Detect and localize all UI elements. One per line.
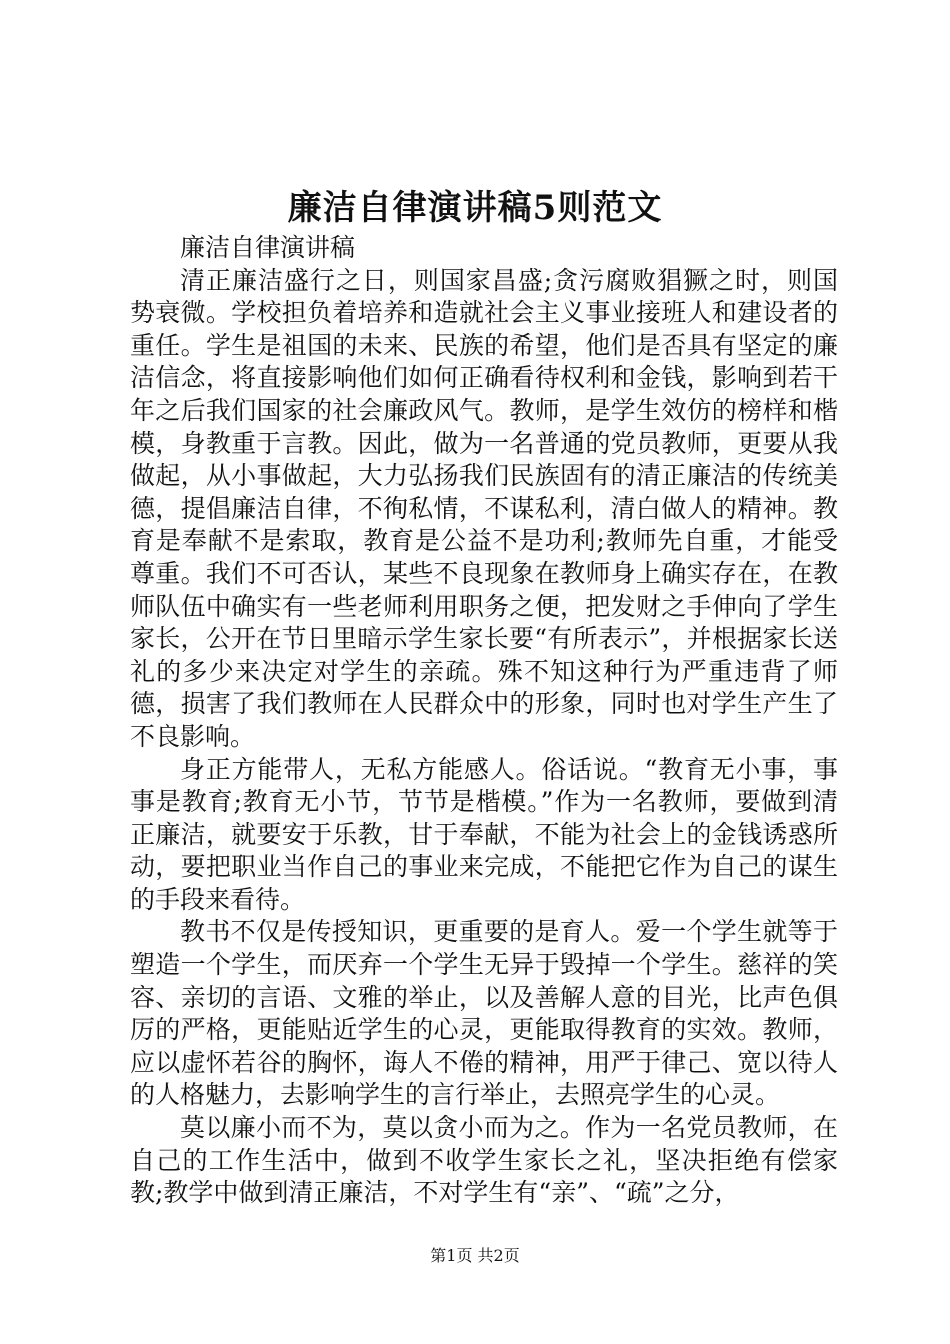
paragraph-subtitle: 廉洁自律演讲稿	[180, 233, 356, 262]
page-number-footer: 第1页 共2页	[430, 1246, 520, 1265]
paragraph: 清正廉洁盛行之日，则国家昌盛;贪污腐败猖獗之时，则国势衰微。学校担负着培养和造就社会主义事业接班人和建设者的重任。学生是祖国的未来、民族的希望，他们是否具有坚定的廉洁信念，将直接影响他们如何正确看待权利和金钱，影响到若干年之后我们国家的社会廉政风气。教师，是学生效仿的榜样和楷模，身教重于言教。因此，做为一名普通的党员教师，更要从我做起，从小事做起，大力弘扬我们民族固有的清正廉洁的传统美德，提倡廉洁自律，不徇私情，不谋私利，清白做人的精神。教育是奉献不是索取，教育是公益不是功利;教师先自重，才能受尊重。我们不可否认，某些不良现象在教师身上确实存在，在教师队伍中确实有一些老师利用职务之便，把发财之手伸向了学生家长，公开在节日里暗示学生家长要“有所表示”，并根据家长送礼的多少来决定对学生的亲疏。殊不知这种行为严重违背了师德，损害了我们教师在人民群众中的形象，同时也对学生产生了不良影响。	[130, 265, 838, 751]
paragraph: 教书不仅是传授知识，更重要的是育人。爱一个学生就等于塑造一个学生，而厌弃一个学生无异于毁掉一个学生。慈祥的笑容、亲切的言语、文雅的举止，以及善解人意的目光，比声色俱厉的严格，更能贴近学生的心灵，更能取得教育的实效。教师，应以虚怀若谷的胸怀，诲人不倦的精神，用严于律己、宽以待人的人格魅力，去影响学生的言行举止，去照亮学生的心灵。	[130, 917, 838, 1110]
document-title: 廉洁自律演讲稿5则范文	[287, 188, 663, 228]
paragraph: 莫以廉小而不为，莫以贪小而为之。作为一名党员教师，在自己的工作生活中，做到不收学生家长之礼，坚决拒绝有偿家教;教学中做到清正廉洁，不对学生有“亲”、“疏”之分，	[130, 1113, 838, 1208]
paragraph: 身正方能带人，无私方能感人。俗话说。“教育无小事，事事是教育;教育无小节，节节是楷模。”作为一名教师，要做到清正廉洁，就要安于乐教，甘于奉献，不能为社会上的金钱诱惑所动，要把职业当作自己的事业来完成，不能把它作为自己的谋生的手段来看待。	[130, 754, 838, 914]
document-body	[130, 232, 838, 1210]
